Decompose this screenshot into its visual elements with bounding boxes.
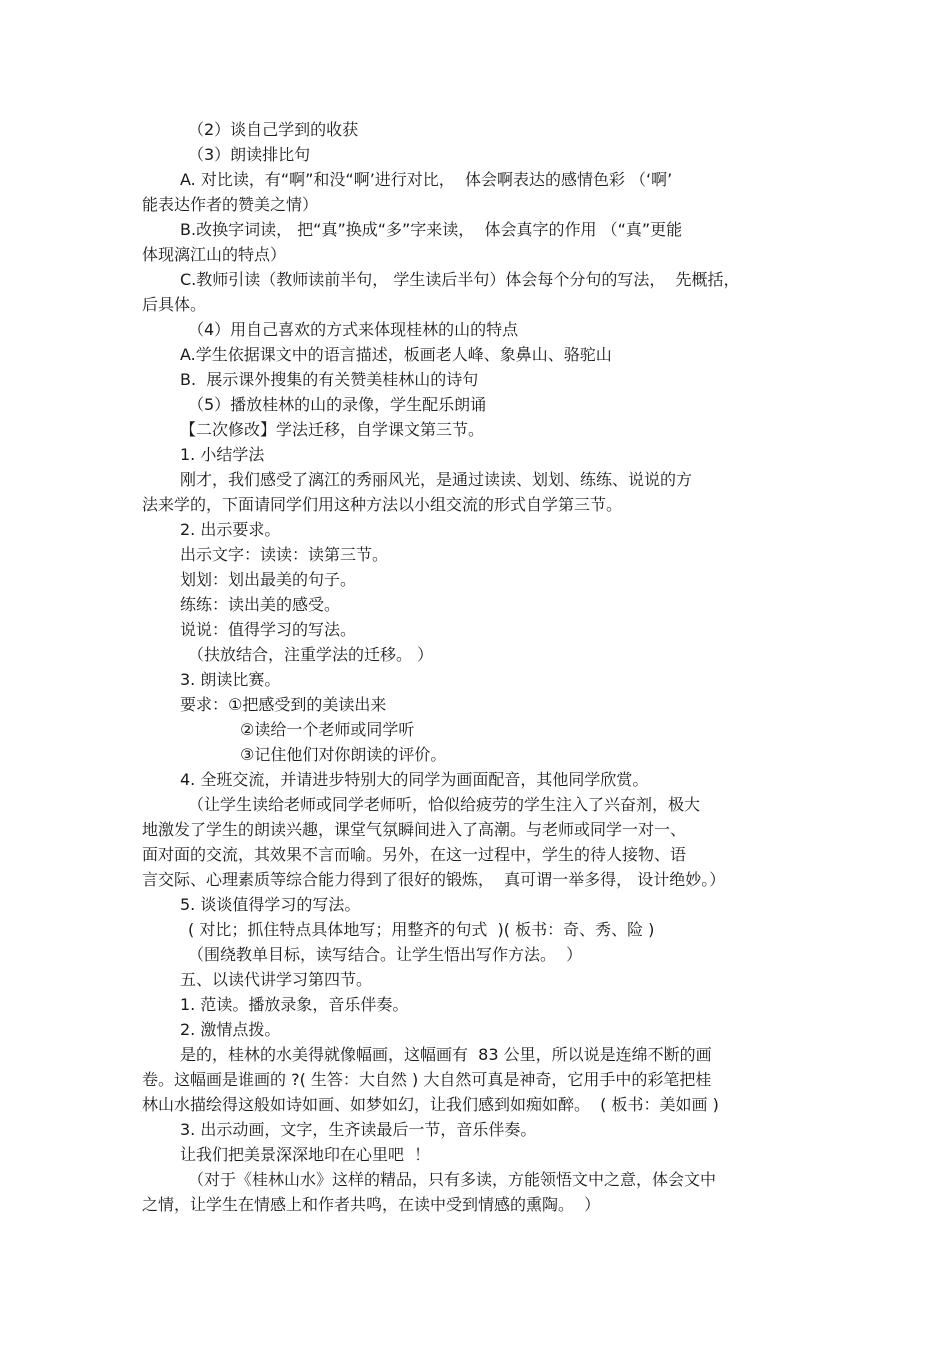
text-line: （4）用自己喜欢的方式来体现桂林的山的特点: [188, 320, 519, 339]
text-line: 刚才，我们感受了漓江的秀丽风光，是通过读读、划划、练练、说说的方: [180, 470, 693, 489]
text-line: 卷。这幅画是谁画的 ?( 生答：大自然 ) 大自然可真是神奇，它用手中的彩笔把桂: [142, 1070, 712, 1089]
text-line: 体现漓江山的特点）: [142, 245, 287, 264]
text-line: （对于《桂林山水》这样的精品，只有多读，方能领悟文中之意，体会文中: [188, 1170, 717, 1189]
text-line: ③记住他们对你朗读的评价。: [240, 745, 447, 764]
text-line: 2. 出示要求。: [180, 520, 281, 539]
text-line: （扶放结合，注重学法的迁移。 ）: [188, 645, 434, 664]
text-line: 面对面的交流，其效果不言而喻。另外，在这一过程中，学生的待人接物、语: [142, 845, 687, 864]
text-line: （让学生读给老师或同学老师听，恰似给疲劳的学生注入了兴奋剂，极大: [188, 795, 701, 814]
text-line: 林山水描绘得这般如诗如画、如梦如幻，让我们感到如痴如醉。 ( 板书：美如画 ): [142, 1095, 719, 1114]
text-line: B.改换字词读， 把“真”换成“多”字来读， 体会真字的作用 （“真”更能: [180, 220, 683, 239]
text-line: 法来学的，下面请同学们用这种方法以小组交流的形式自学第三节。: [142, 495, 623, 514]
text-line: （围绕教单目标，读写结合。让学生悟出写作方法。 ）: [188, 945, 583, 964]
text-line: 练练：读出美的感受。: [180, 595, 341, 614]
text-line: 划划：划出最美的句子。: [180, 570, 357, 589]
text-line: 3. 朗读比赛。: [180, 670, 281, 689]
text-line: ②读给一个老师或同学听: [240, 720, 415, 739]
text-line: C.教师引读（教师读前半句， 学生读后半句）体会每个分句的写法， 先概括，: [180, 270, 740, 289]
text-line: （3）朗读排比句: [188, 145, 311, 164]
text-line: 4. 全班交流，并请进步特别大的同学为画面配音，其他同学欣赏。: [180, 770, 649, 789]
text-line: 言交际、心理素质等综合能力得到了很好的锻炼， 真可谓一举多得， 设计绝妙。）: [142, 870, 726, 889]
text-line: 让我们把美景深深地印在心里吧 ！: [180, 1145, 431, 1164]
text-line: （5）播放桂林的山的录像，学生配乐朗诵: [188, 395, 487, 414]
text-line: 后具体。: [142, 295, 207, 314]
text-line: B. 展示课外搜集的有关赞美桂林山的诗句: [180, 370, 479, 389]
text-line: 是的，桂林的水美得就像幅画，这幅画有 83 公里，所以说是连绵不断的画: [180, 1045, 712, 1064]
text-line: A. 对比读，有“啊”和没“啊’进行对比， 体会啊表达的感情色彩 （‘啊’: [180, 170, 673, 189]
text-line: 1. 范读。播放录象，音乐伴奏。: [180, 995, 409, 1014]
text-line: 1. 小结学法: [180, 445, 265, 464]
text-line: 说说：值得学习的写法。: [180, 620, 357, 639]
text-line: 3. 出示动画，文字，生齐读最后一节，音乐伴奏。: [180, 1120, 537, 1139]
text-line: 之情，让学生在情感上和作者共鸣，在读中受到情感的熏陶。 ）: [142, 1195, 601, 1214]
text-line: 五、以读代讲学习第四节。: [180, 970, 373, 989]
text-line: 地激发了学生的朗读兴趣，课堂气氛瞬间进入了高潮。与老师或同学一对一、: [142, 820, 687, 839]
text-line: 2. 激情点拨。: [180, 1020, 281, 1039]
text-line: 能表达作者的赞美之情）: [142, 195, 319, 214]
text-line: A.学生依据课文中的语言描述，板画老人峰、象鼻山、骆驼山: [180, 345, 612, 364]
text-line: 【二次修改】学法迁移，自学课文第三节。: [180, 420, 485, 439]
text-line: 5. 谈谈值得学习的写法。: [180, 895, 361, 914]
text-line: 出示文字：读读：读第三节。: [180, 545, 389, 564]
text-line: 要求：①把感受到的美读出来: [180, 695, 387, 714]
text-line: （2）谈自己学到的收获: [188, 120, 359, 139]
text-line: ( 对比；抓住特点具体地写；用整齐的句式 )( 板书：奇、秀、险 ): [188, 920, 655, 939]
